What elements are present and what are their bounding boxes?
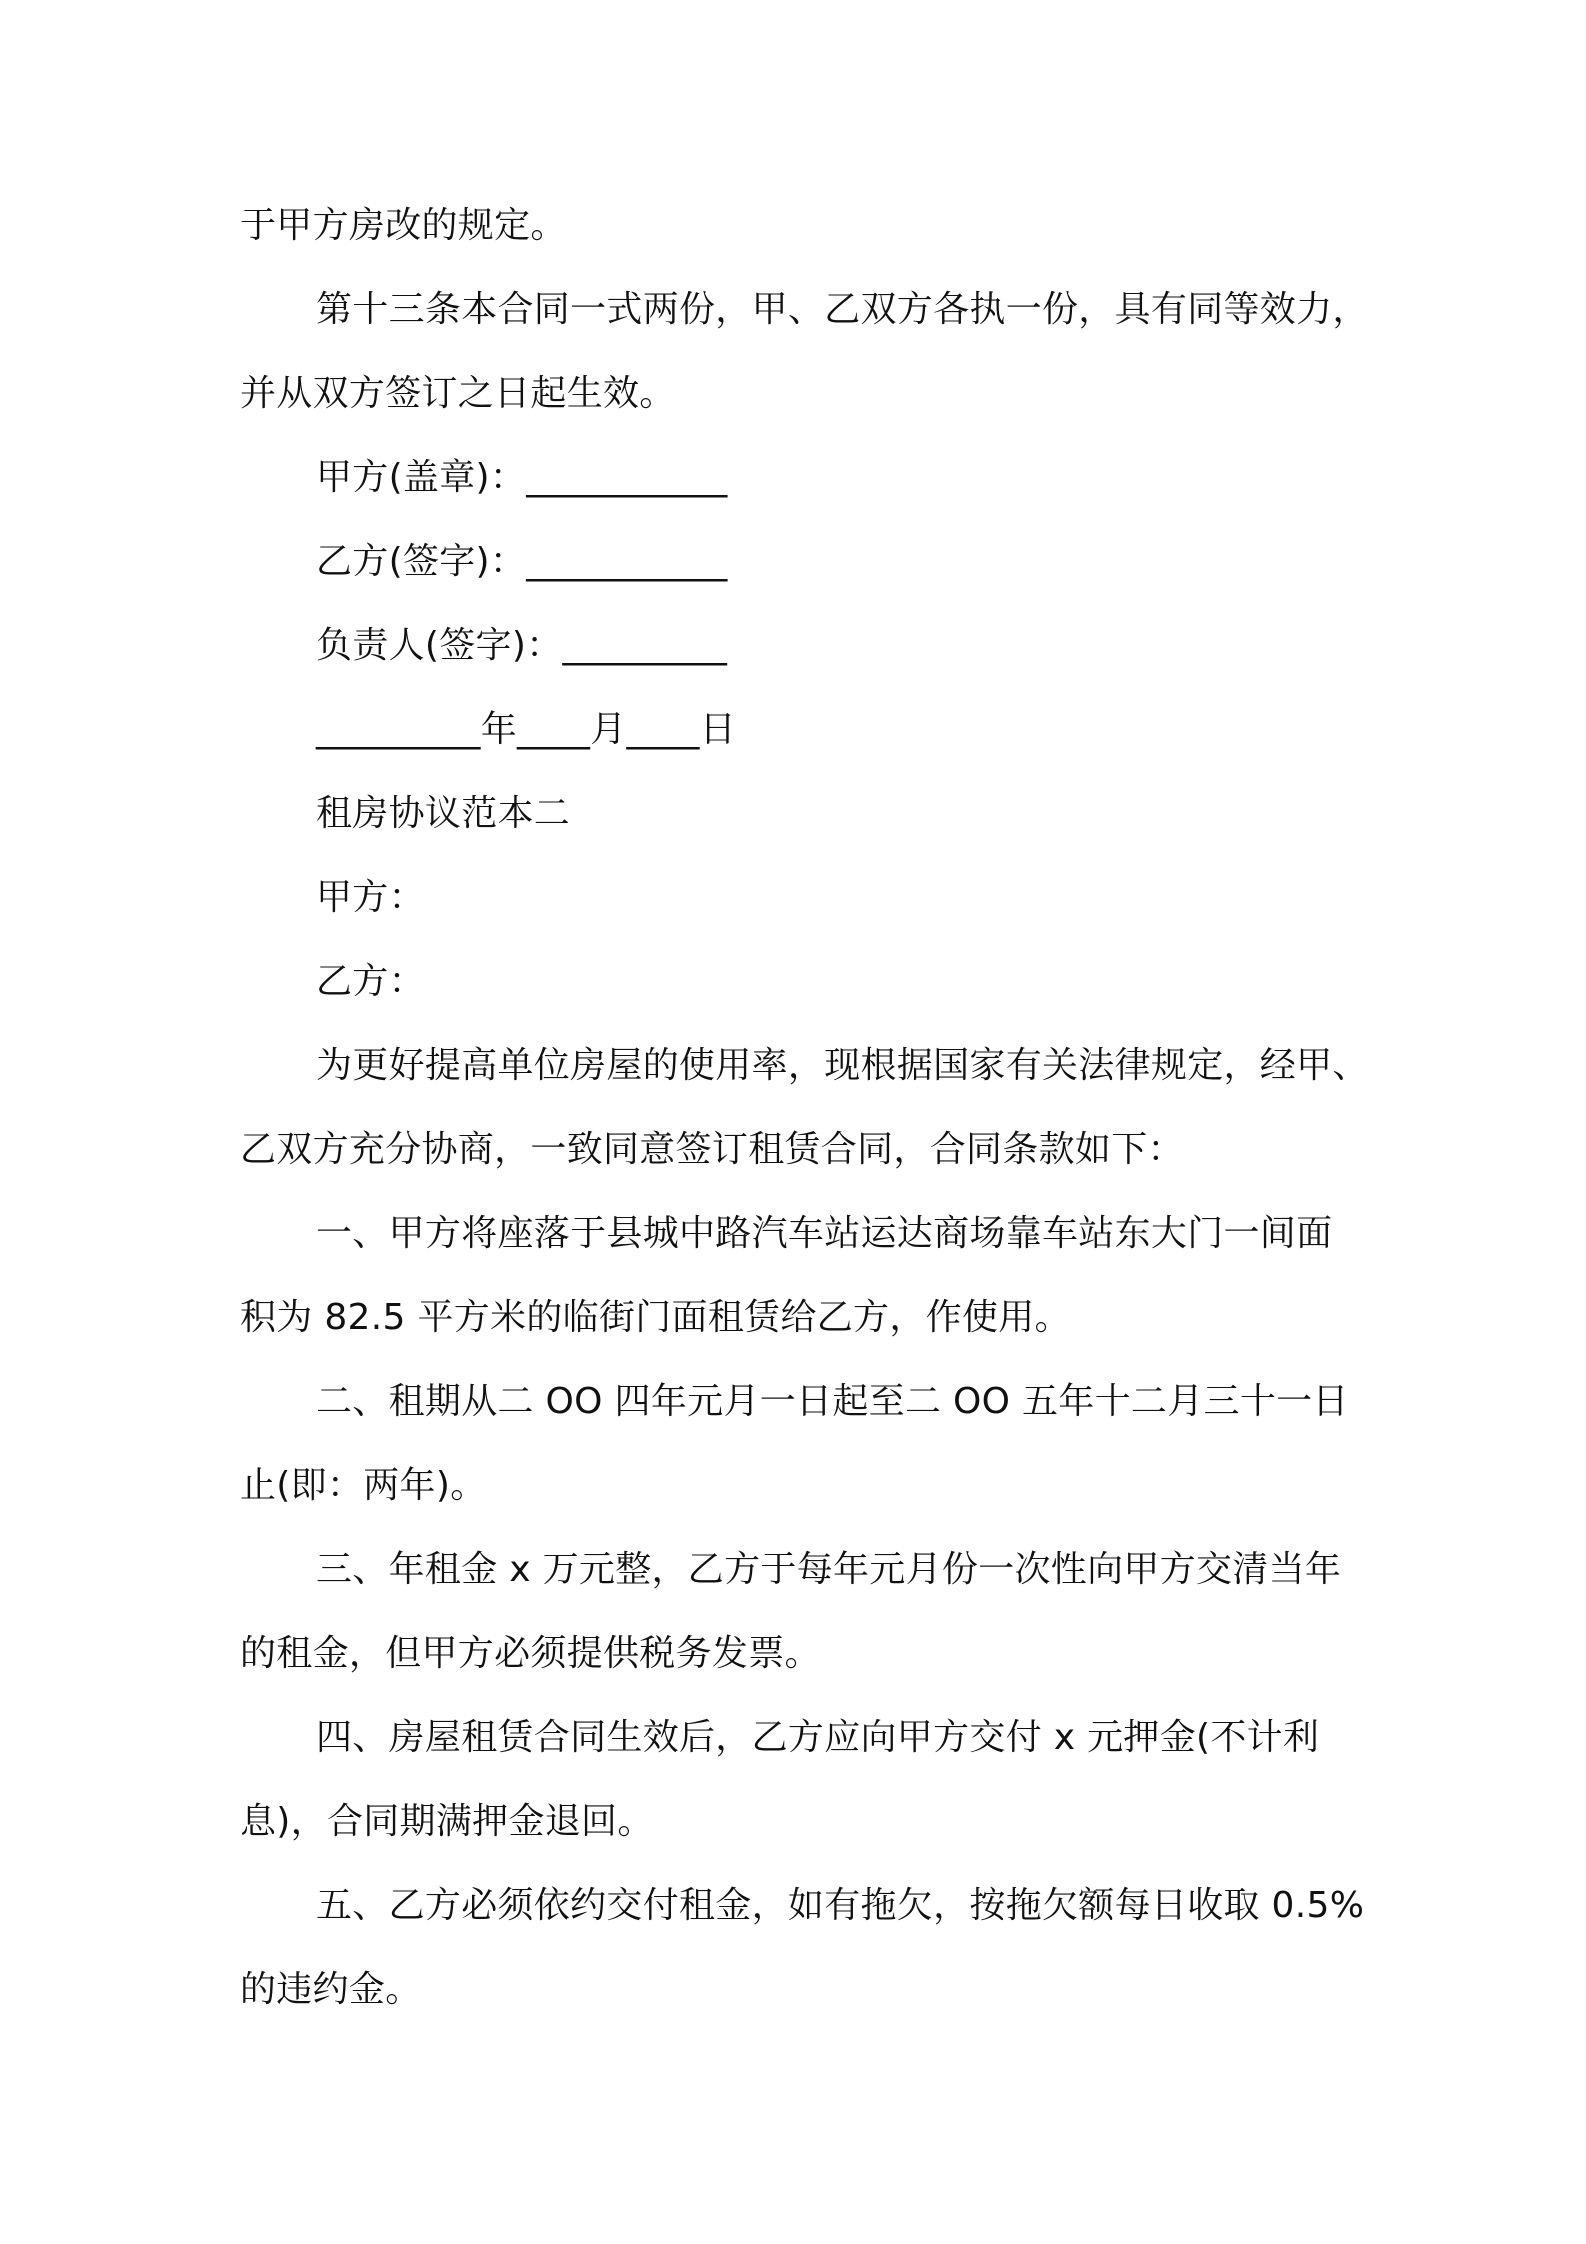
text-line: 二、租期从二 OO 四年元月一日起至二 OO 五年十二月三十一日 [316,1381,1349,1422]
text-line: 的违约金。 [240,1969,422,2010]
party-b-label: 乙方： [316,961,425,1002]
section-title: 租房协议范本二 [316,793,571,834]
text-line: 乙双方充分协商，一致同意签订租赁合同，合同条款如下： [240,1129,1184,1170]
text-line: 第十三条本合同一式两份，甲、乙双方各执一份，具有同等效力， [316,289,1369,330]
text-line: 止(即：两年)。 [240,1465,487,1506]
text-line: 并从双方签订之日起生效。 [240,373,676,414]
signature-line-party-a: 甲方(盖章)：___________ [316,457,728,498]
signature-line-party-b: 乙方(签字)：___________ [316,541,728,582]
text-line: 息)，合同期满押金退回。 [240,1801,654,1842]
text-line: 于甲方房改的规定。 [240,205,567,246]
text-line: 一、甲方将座落于县城中路汽车站运达商场靠车站东大门一间面 [316,1213,1333,1254]
text-line: 为更好提高单位房屋的使用率，现根据国家有关法律规定，经甲、 [316,1045,1369,1086]
party-a-label: 甲方： [316,877,425,918]
date-line: _________年____月____日 [316,709,736,750]
text-line: 三、年租金 x 万元整，乙方于每年元月份一次性向甲方交清当年 [316,1549,1342,1590]
text-line: 的租金，但甲方必须提供税务发票。 [240,1633,821,1674]
text-line: 四、房屋租赁合同生效后，乙方应向甲方交付 x 元押金(不计利 [316,1717,1320,1758]
signature-line-responsible-person: 负责人(签字)：_________ [316,625,728,666]
text-line: 五、乙方必须依约交付租金，如有拖欠，按拖欠额每日收取 0.5% [316,1885,1365,1926]
text-line: 积为 82.5 平方米的临街门面租赁给乙方，作使用。 [240,1297,1071,1338]
